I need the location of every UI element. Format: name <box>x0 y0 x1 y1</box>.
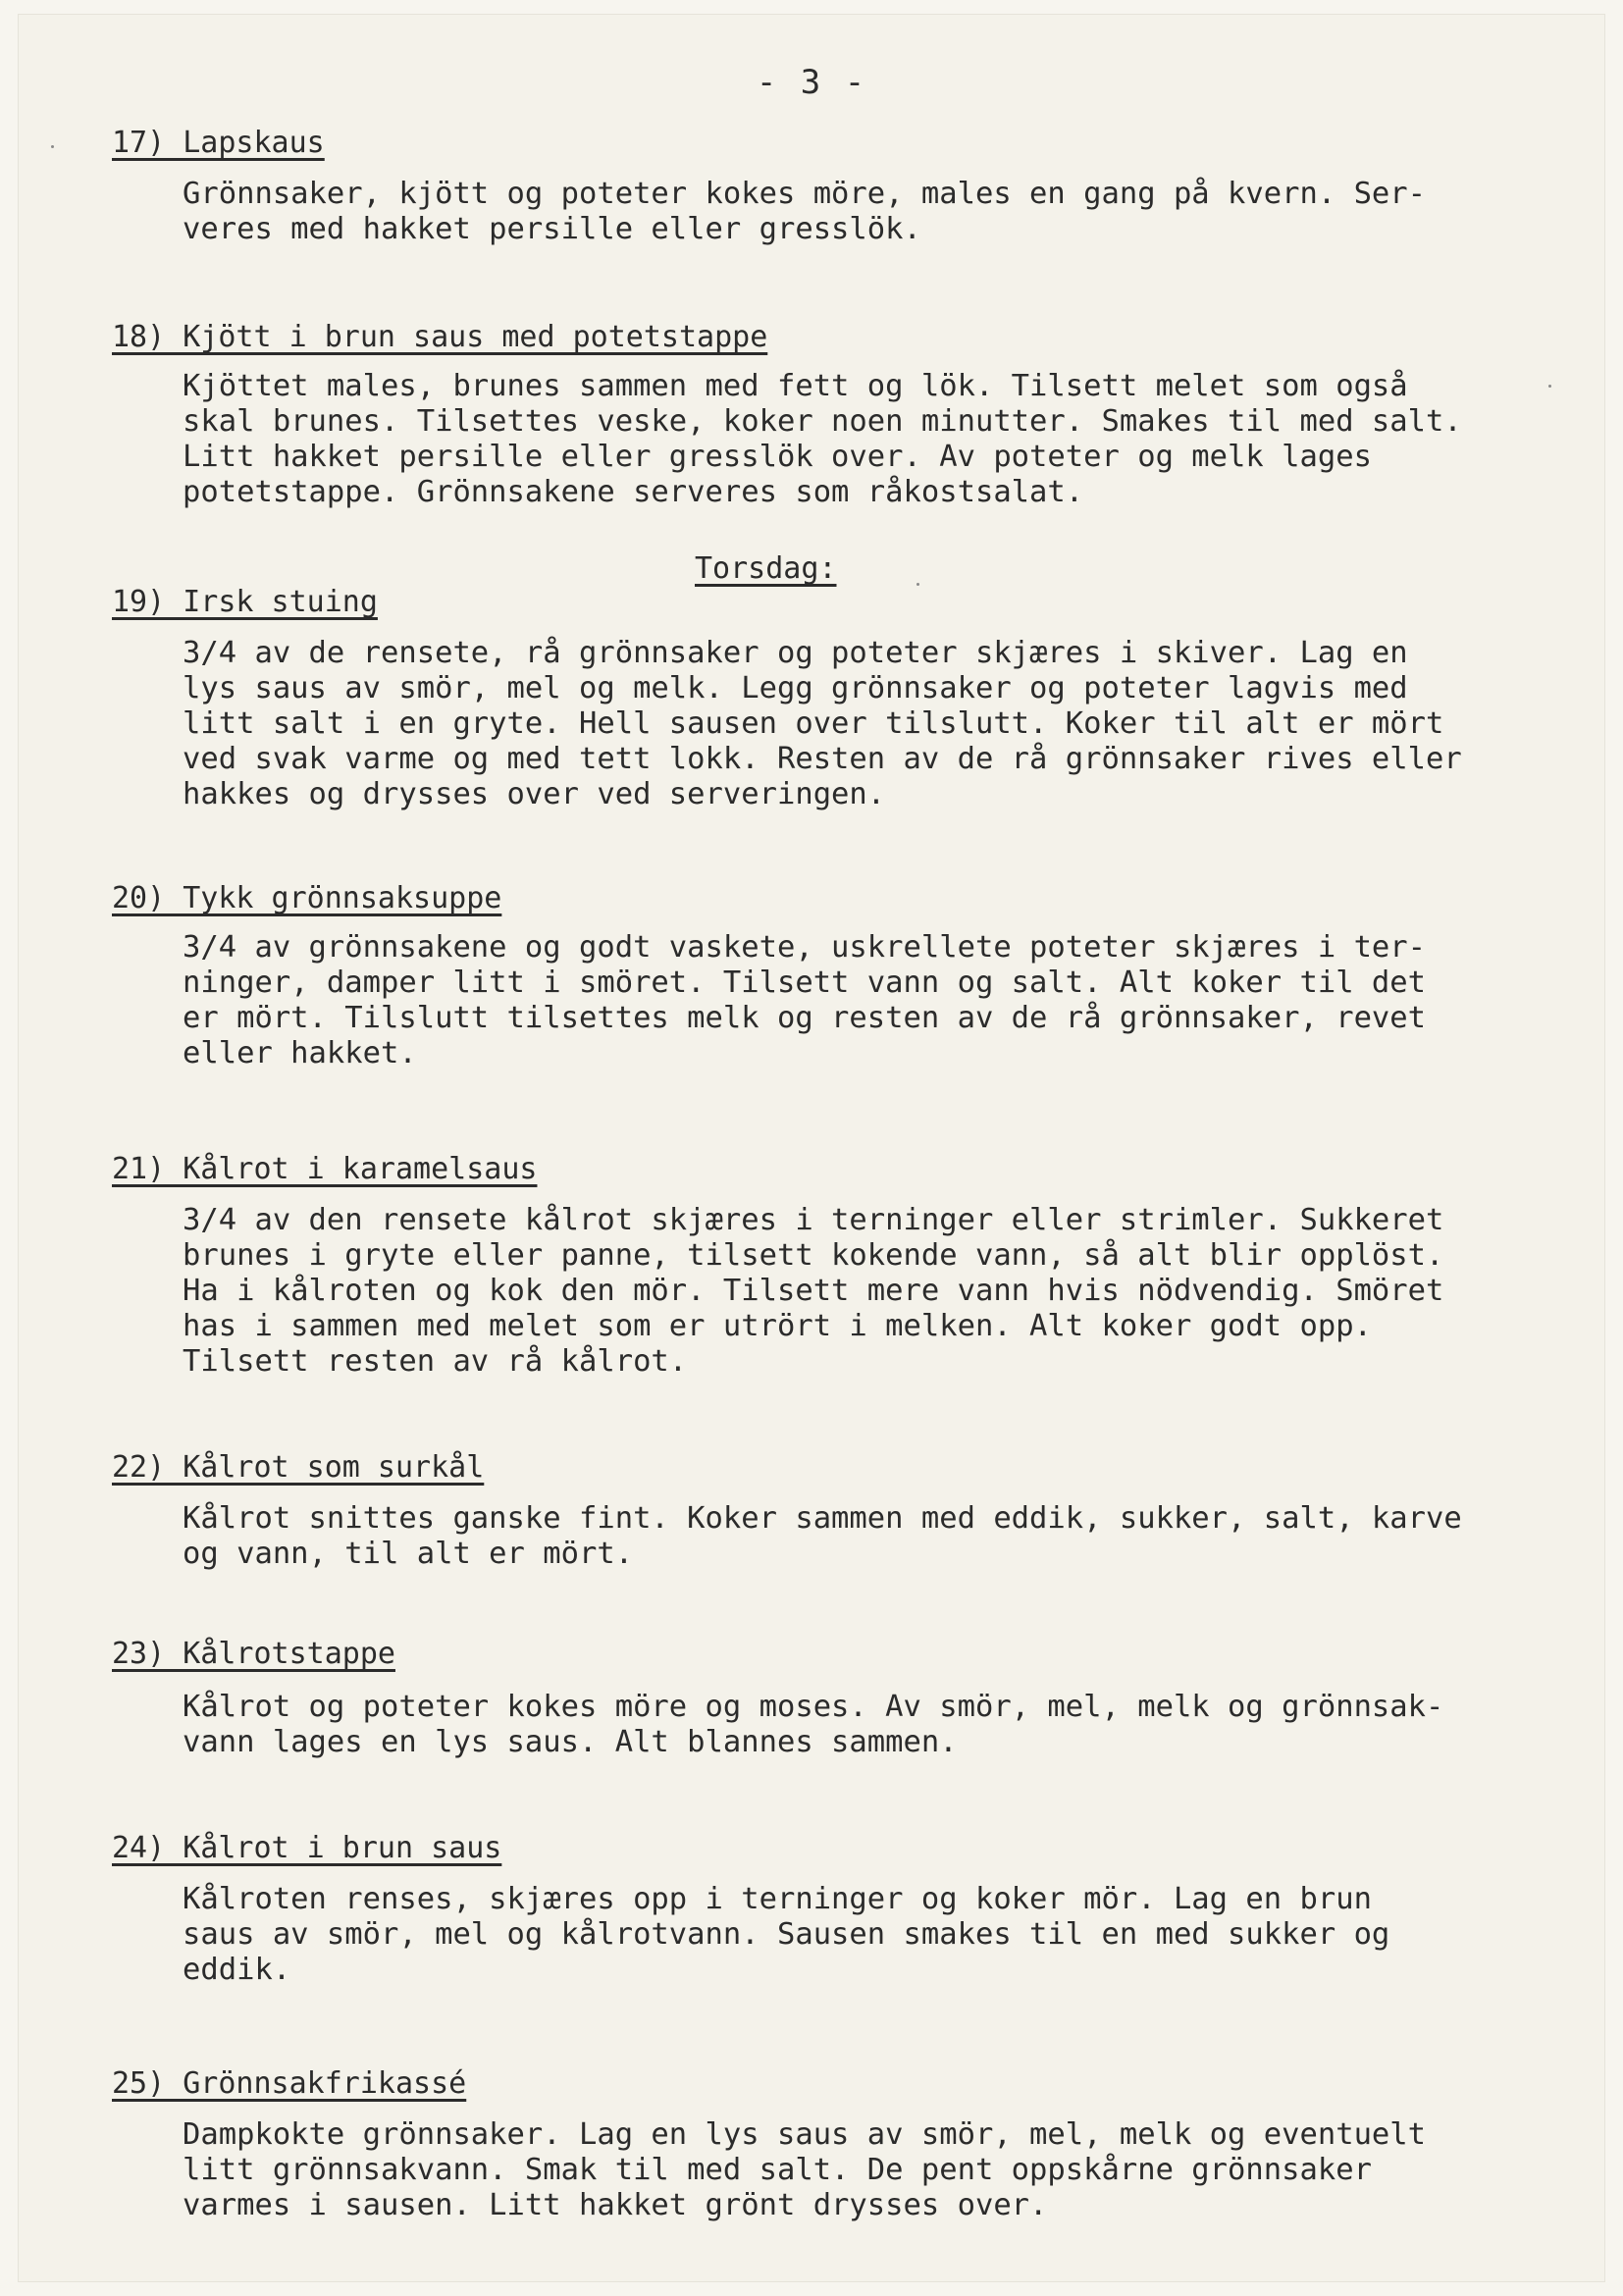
recipe-body: Kålrot og poteter kokes möre og moses. Av smör, mel, melk og grönnsak- vann lages en lys saus. Alt blannes sammen. <box>183 1690 1444 1759</box>
recipe-body: Kålrot snittes ganske fint. Koker sammen med eddik, sukker, salt, karve og vann, til alt er mört. <box>183 1501 1462 1571</box>
recipe-title: 24) Kålrot i brun saus <box>112 1831 502 1865</box>
recipe-body: 3/4 av den rensete kålrot skjæres i terninger eller strimler. Sukkeret brunes i gryte eller panne, tilsett kokende vann, så alt blir opplöst. Ha i kålroten og kok den mör. Tilsett mere vann hvis nödvendig. Smöret has i sammen med melet som er utrört i melken. Alt koker godt opp. Tilsett resten av rå kålrot. <box>183 1203 1444 1379</box>
recipe-title: 23) Kålrotstappe <box>112 1637 395 1671</box>
recipe-title: 18) Kjött i brun saus med potetstappe <box>112 320 768 354</box>
ink-speck <box>916 583 919 586</box>
ink-speck <box>51 145 54 148</box>
recipe-body: Kjöttet males, brunes sammen med fett og lök. Tilsett melet som også skal brunes. Tilsettes veske, koker noen minutter. Smakes til med salt. Litt hakket persille eller gresslök over. Av poteter og melk lages potetstappe. Grönnsakene serveres som råkostsalat. <box>183 369 1462 509</box>
recipe-title: 20) Tykk grönnsaksuppe <box>112 881 502 915</box>
recipe-title: 25) Grönnsakfrikassé <box>112 2066 467 2101</box>
document-page <box>18 14 1605 2282</box>
recipe-body: Kålroten renses, skjæres opp i terninger og koker mör. Lag en brun saus av smör, mel og kålrotvann. Sausen smakes til en med sukker og eddik. <box>183 1882 1390 1987</box>
recipe-title: 19) Irsk stuing <box>112 585 378 619</box>
recipe-title: 17) Lapskaus <box>112 126 325 160</box>
recipe-body: Dampkokte grönnsaker. Lag en lys saus av smör, mel, melk og eventuelt litt grönnsakvann. Smak til med salt. De pent oppskårne grönnsaker varmes i sausen. Litt hakket grönt drysses over. <box>183 2117 1427 2222</box>
day-heading: Torsdag: <box>695 551 837 586</box>
recipe-title: 22) Kålrot som surkål <box>112 1450 485 1485</box>
recipe-title: 21) Kålrot i karamelsaus <box>112 1152 538 1186</box>
recipe-body: Grönnsaker, kjött og poteter kokes möre, males en gang på kvern. Ser- veres med hakket persille eller gresslök. <box>183 177 1427 246</box>
recipe-body: 3/4 av de rensete, rå grönnsaker og poteter skjæres i skiver. Lag en lys saus av smör, mel og melk. Legg grönnsaker og poteter lagvis med litt salt i en gryte. Hell sausen over tilslutt. Koker til alt er mört ved svak varme og med tett lokk. Resten av de rå grönnsaker rives eller hakkes og drysses over ved serveringen. <box>183 636 1462 811</box>
page-number: - 3 - <box>756 63 867 102</box>
recipe-body: 3/4 av grönnsakene og godt vaskete, uskrellete poteter skjæres i ter- ninger, damper litt i smöret. Tilsett vann og salt. Alt koker til det er mört. Tilslutt tilsettes melk og resten av de rå grönnsaker, revet eller hakket. <box>183 930 1427 1070</box>
